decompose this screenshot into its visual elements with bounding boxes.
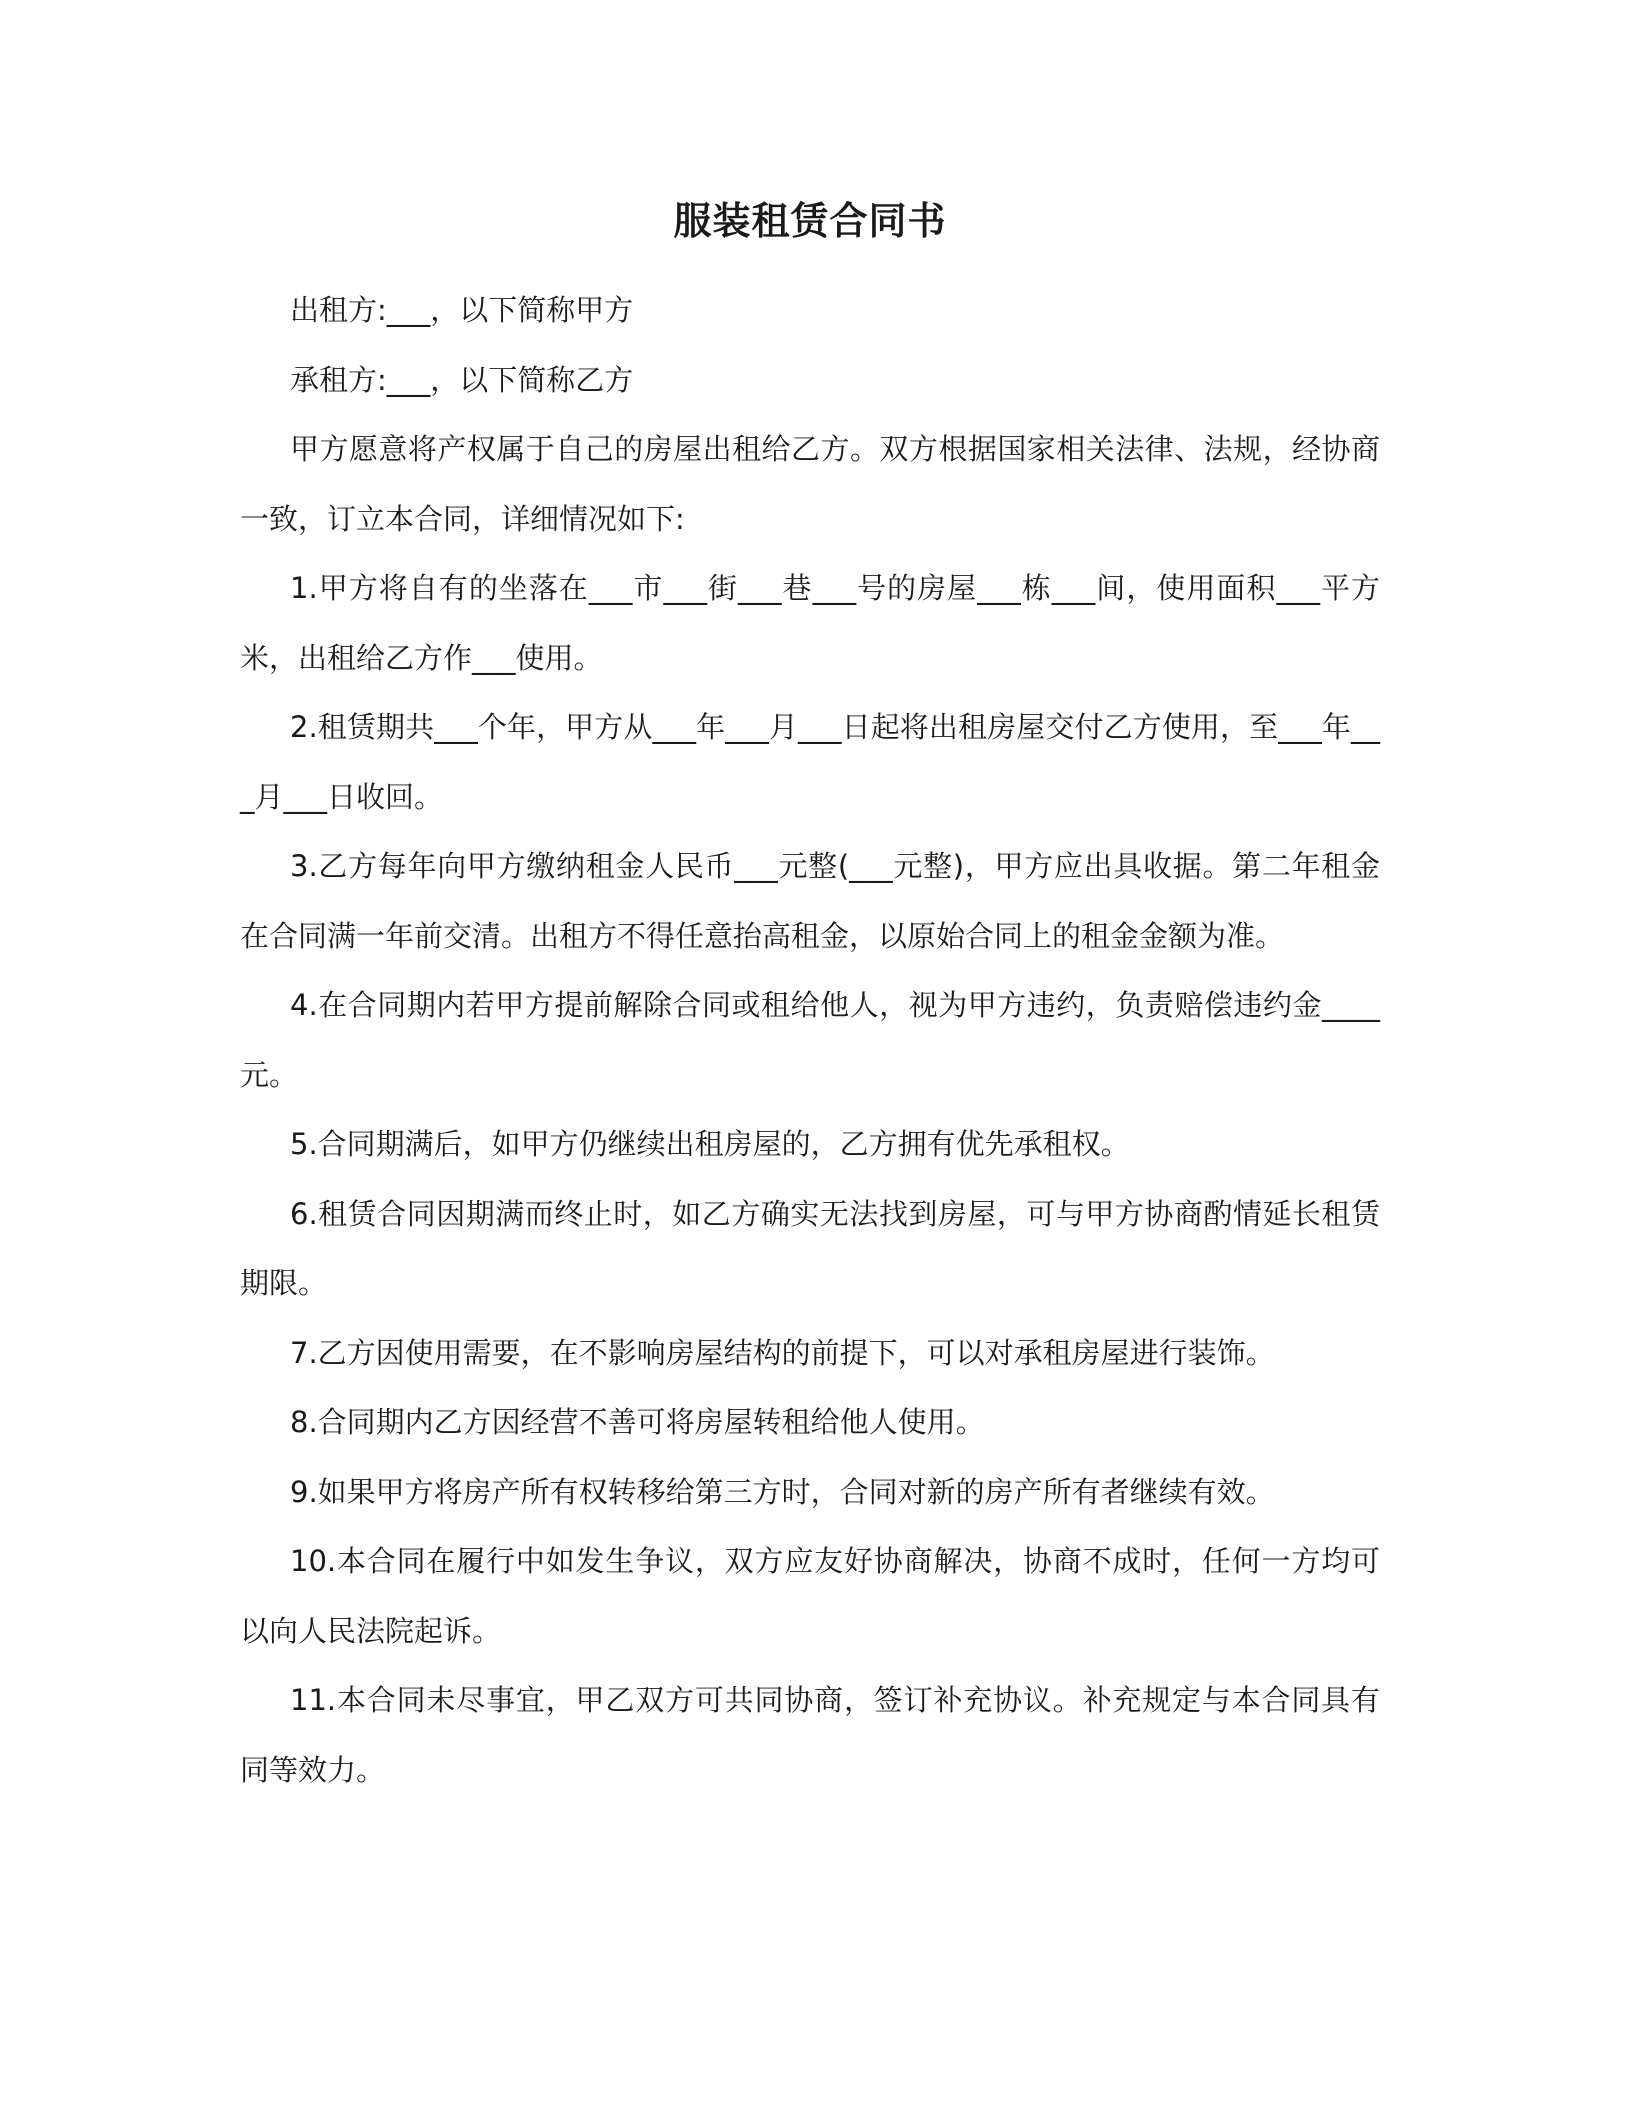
clause-1: 1.甲方将自有的坐落在___市___街___巷___号的房屋___栋___间，使用面积___平方米，出租给乙方作___使用。 [240,571,1380,675]
clause-3: 3.乙方每年向甲方缴纳租金人民币___元整(___元整)，甲方应出具收据。第二年租金在合同满一年前交清。出租方不得任意抬高租金，以原始合同上的租金金额为准。 [240,849,1380,953]
clause-5: 5.合同期满后，如甲方仍继续出租房屋的，乙方拥有优先承租权。 [290,1127,1130,1161]
clause-6: 6.租赁合同因期满而终止时，如乙方确实无法找到房屋，可与甲方协商酌情延长租赁期限。 [240,1196,1380,1300]
clause-11: 11.本合同未尽事宜，甲乙双方可共同协商，签订补充协议。补充规定与本合同具有同等效力。 [240,1683,1380,1787]
clause-4: 4.在合同期内若甲方提前解除合同或租给他人，视为甲方违约，负责赔偿违约金____元。 [240,988,1380,1092]
document-body [240,276,1380,1805]
clause-2: 2.租赁期共___个年，甲方从___年___月___日起将出租房屋交付乙方使用，至___年___月___日收回。 [240,710,1380,814]
lessee-line: 承租方:___，以下简称乙方 [290,362,634,397]
document-title: 服装租赁合同书 [673,199,947,243]
clause-9: 9.如果甲方将房产所有权转移给第三方时，合同对新的房产所有者继续有效。 [290,1474,1275,1509]
clause-8: 8.合同期内乙方因经营不善可将房屋转租给他人使用。 [290,1405,985,1439]
lessor-line: 出租方:___，以下简称甲方 [290,293,634,327]
clause-7: 7.乙方因使用需要，在不影响房屋结构的前提下，可以对承租房屋进行装饰。 [290,1335,1275,1370]
preamble-paragraph: 甲方愿意将产权属于自己的房屋出租给乙方。双方根据国家相关法律、法规，经协商一致，订立本合同，详细情况如下: [240,432,1380,536]
clause-10: 10.本合同在履行中如发生争议，双方应友好协商解决，协商不成时，任何一方均可以向人民法院起诉。 [240,1544,1380,1648]
